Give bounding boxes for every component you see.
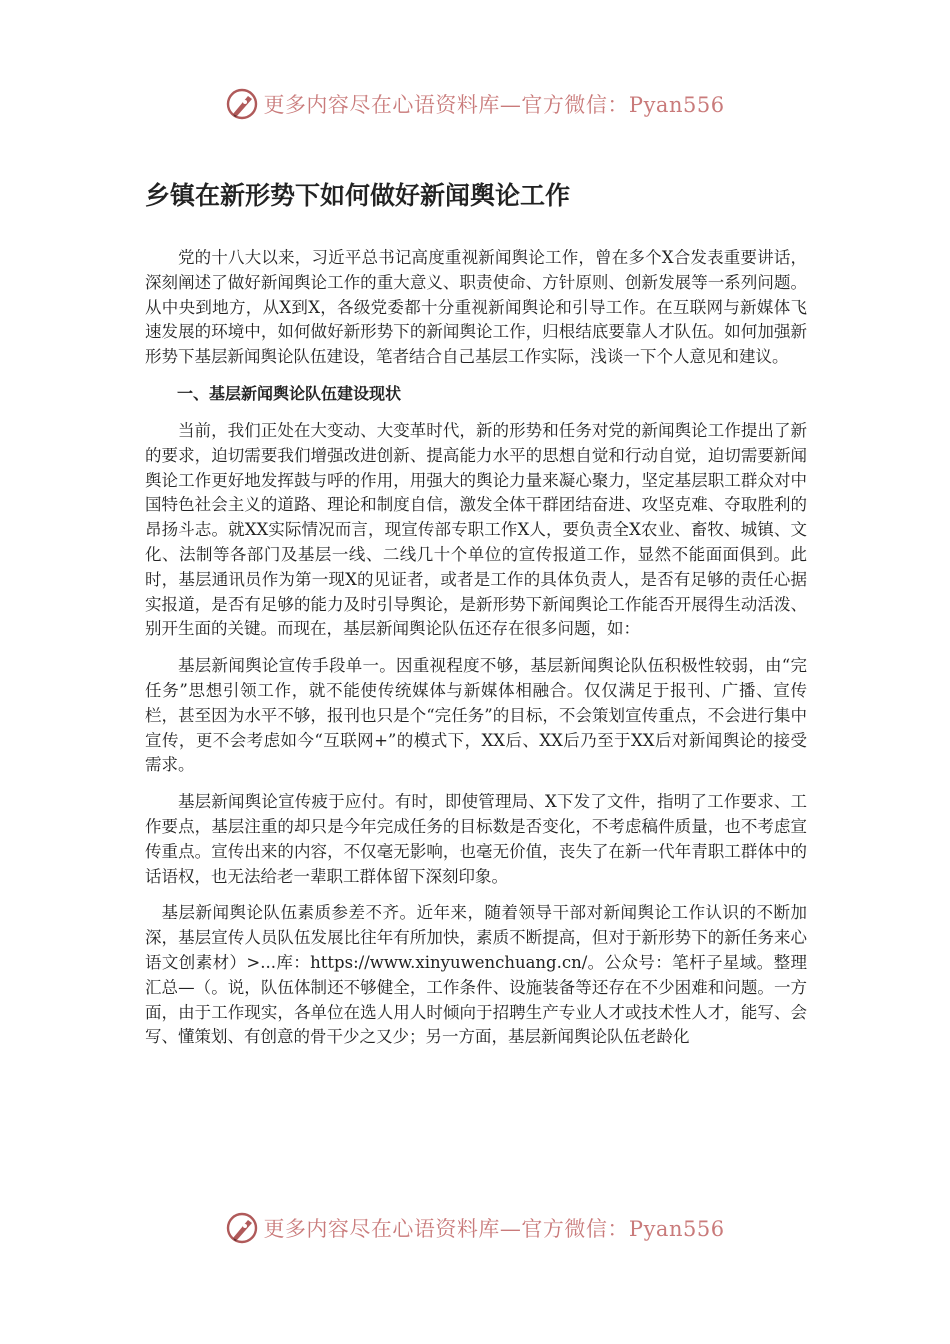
pen-logo-icon bbox=[225, 1211, 259, 1245]
document-title: 乡镇在新形势下如何做好新闻舆论工作 bbox=[145, 181, 571, 210]
paragraph-single-means: 基层新闻舆论宣传手段单一。因重视程度不够，基层新闻舆论队伍积极性较弱，由“完任务”思想引领工作，就不能使传统媒体与新媒体相融合。仅仅满足于报刊、广播、宣传栏，甚至因为水平不够，报刊也只是个“完任务”的目标，不会策划宣传重点，不会进行集中宣传，更不会考虑如今“互联网+”的模式下，XX后、XX后乃至于XX后对新闻舆论的接受需求。 bbox=[145, 656, 807, 775]
header-banner bbox=[0, 84, 950, 124]
banner-text: 更多内容尽在心语资料库—官方微信：Pyan556 bbox=[263, 93, 725, 117]
footer-banner bbox=[0, 1208, 950, 1248]
paragraph-current-situation: 当前，我们正处在大变动、大变革时代，新的形势和任务对党的新闻舆论工作提出了新的要求，迫切需要我们增强改进创新、提高能力水平的思想自觉和行动自觉，迫切需要新闻舆论工作更好地发挥鼓与呼的作用，用强大的舆论力量来凝心聚力，坚定基层职工群众对中国特色社会主义的道路、理论和制度自信，激发全体干群团结奋进、攻坚克难、夺取胜利的昂扬斗志。就XX实际情况而言，现宣传部专职工作X人，要负责全X农业、畜牧、城镇、文化、法制等各部门及基层一线、二线几十个单位的宣传报道工作，显然不能面面俱到。此时，基层通讯员作为第一现X的见证者，或者是工作的具体负责人，是否有足够的责任心据实报道，是否有足够的能力及时引导舆论，是新形势下新闻舆论工作能否开展得生动活泼、别开生面的关键。而现在，基层新闻舆论队伍还存在很多问题，如： bbox=[145, 420, 807, 639]
paragraph-intro: 党的十八大以来，习近平总书记高度重视新闻舆论工作，曾在多个X合发表重要讲话，深刻阐述了做好新闻舆论工作的重大意义、职责使命、方针原则、创新发展等一系列问题。从中央到地方，从X到X，各级党委都十分重视新闻舆论和引导工作。在互联网与新媒体飞速发展的环境中，如何做好新形势下的新闻舆论工作，归根结底要靠人才队伍。如何加强新形势下基层新闻舆论队伍建设，笔者结合自己基层工作实际，浅谈一下个人意见和建议。 bbox=[145, 248, 807, 367]
document-body bbox=[145, 172, 807, 1050]
section-heading: 一、基层新闻舆论队伍建设现状 bbox=[177, 383, 402, 403]
paragraph-coping: 基层新闻舆论宣传疲于应付。有时，即使管理局、X下发了文件，指明了工作要求、工作要点，基层注重的却只是今年完成任务的目标数是否变化，不考虑稿件质量，也不考虑宣传重点。宣传出来的内容，不仅毫无影响，也毫无价值，丧失了在新一代年青职工群体中的话语权，也无法给老一辈职工群体留下深刻印象。 bbox=[145, 792, 807, 886]
paragraph-quality: 基层新闻舆论队伍素质参差不齐。近年来，随着领导干部对新闻舆论工作认识的不断加深，基层宣传人员队伍发展比往年有所加快，素质不断提高，但对于新形势下的新任务来心语文创素材）>...库：https://www.xinyuwenchuang.cn/。公众号：笔杆子星域。整理汇总—（。说，队伍体制还不够健全，工作条件、设施装备等还存在不少困难和问题。一方面，由于工作现实，各单位在选人用人时倾向于招聘生产专业人才或技术性人才，能写、会写、懂策划、有创意的骨干少之又少；另一方面，基层新闻舆论队伍老龄化 bbox=[145, 903, 807, 1047]
banner-text: 更多内容尽在心语资料库—官方微信：Pyan556 bbox=[263, 1217, 725, 1241]
pen-logo-icon bbox=[225, 87, 259, 121]
